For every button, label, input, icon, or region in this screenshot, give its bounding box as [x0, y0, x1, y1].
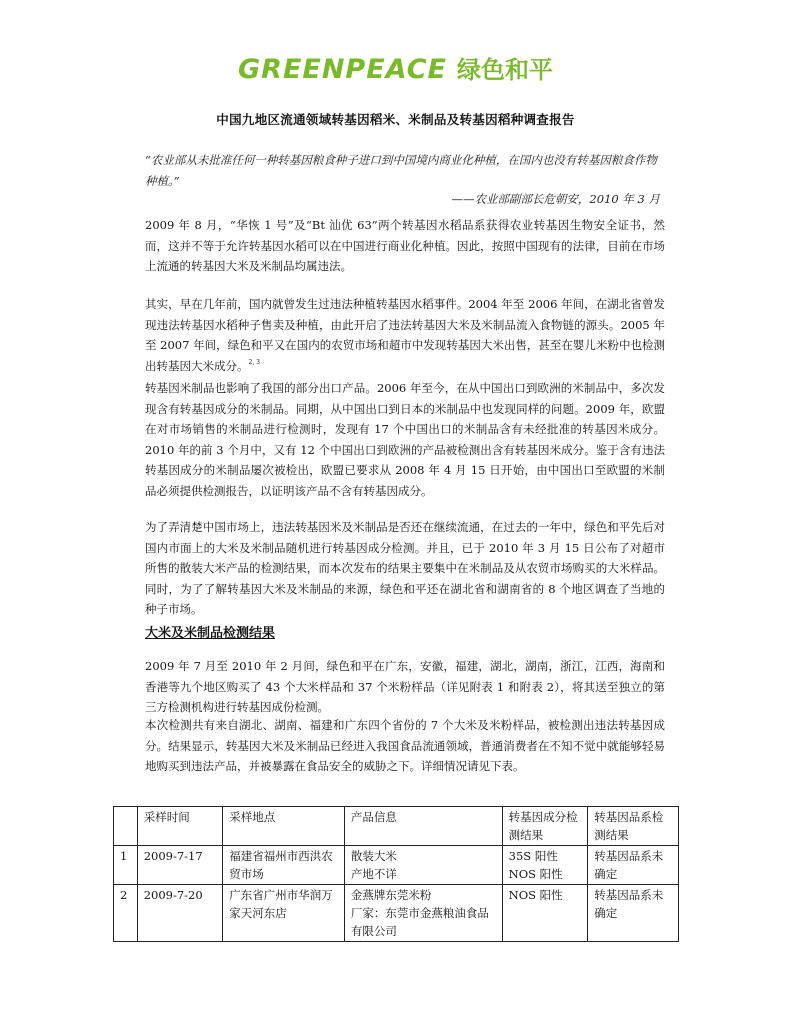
gm-component-result: [502, 885, 588, 942]
gm-component-result: [502, 846, 588, 885]
greenpeace-logo: [0, 50, 791, 85]
product-name: 金燕牌东莞米粉: [350, 888, 432, 902]
gm-strain-result: 转基因品系未确定: [588, 885, 679, 942]
table-header: 产品信息: [344, 807, 502, 846]
sample-date: 2009-7-20: [137, 885, 223, 942]
gm-result-line: NOS 阳性: [508, 888, 563, 902]
table-header: 转基因成分检测结果: [502, 807, 588, 846]
paragraph-5: 2009 年 7 月至 2010 年 2 月间，绿色和平在广东，安徽，福建，湖北，湖南，浙江，江西，海南和香港等九个地区购买了 43 个大米样品和 37 个米粉样品（详见附表 1 和附表 2），将其送至独立的第三方检测机构进行转基因成份检测。: [145, 659, 665, 714]
gm-result-line: 35S 阳性: [508, 849, 558, 863]
product-name: 散装大米: [350, 849, 397, 863]
quote-source: ——农业部副部长危朝安，2010 年 3 月: [451, 192, 660, 206]
product-manufacturer: 厂家：东莞市金燕粮油食品有限公司: [350, 906, 489, 938]
logo-text-en: GREENPEACE: [238, 54, 447, 85]
table-header: 采样地点: [223, 807, 345, 846]
report-title: 中国九地区流通领域转基因稻米、米制品及转基因稻种调查报告: [216, 112, 575, 127]
paragraph-6: 本次检测共有来自湖北、湖南、福建和广东四个省份的 7 个大米及米粉样品，被检测出违法转基因成分。结果显示，转基因大米及米制品已经进入我国食品流通领域，普通消费者在不知不觉中就能够轻易地购买到违法产品，并被暴露在食品安全的威胁之下。详细情况请见下表。: [145, 718, 665, 773]
product-info: [344, 885, 502, 942]
quote-text: “农业部从未批准任何一种转基因粮食种子进口到中国境内商业化种植，在国内也没有转基因粮食作物种植。”: [145, 153, 657, 188]
row-number: 2: [114, 885, 138, 942]
paragraph-2-text: 其实，早在几年前，国内就曾发生过违法种植转基因水稻事件。2004 年至 2006 年间，在湖北省曾发现违法转基因水稻种子售卖及种植，由此开启了违法转基因大米及米制品流入食物链的源头。2005 年至 2007 年间，绿色和平又在国内的农贸市场和超市中发现转基因大米出售，甚至在婴儿米粉中也检测出转基因大米成分。: [145, 297, 665, 373]
table-row: [114, 885, 679, 942]
logo-text-cn: 绿色和平: [457, 56, 553, 84]
table-row: [114, 846, 679, 885]
sample-date: 2009-7-17: [137, 846, 223, 885]
product-origin: 产地不详: [350, 867, 397, 881]
product-info: [344, 846, 502, 885]
paragraph-1: 2009 年 8 月，“华恢 1 号”及“Bt 汕优 63”两个转基因水稻品系获得农业转基因生物安全证书，然而，这并不等于允许转基因水稻可以在中国进行商业化种植。因此，按照中国现有的法律，目前在市场上流通的转基因大米及米制品均属违法。: [145, 218, 665, 273]
table-header: 采样时间: [137, 807, 223, 846]
footnote-ref: 2, 3: [248, 358, 260, 366]
results-table: [113, 806, 679, 942]
sample-place: 广东省广州市华润万家天河东店: [223, 885, 345, 942]
sample-place: 福建省福州市西洪农贸市场: [223, 846, 345, 885]
table-header: [114, 807, 138, 846]
row-number: 1: [114, 846, 138, 885]
gm-strain-result: 转基因品系未确定: [588, 846, 679, 885]
paragraph-2: [145, 294, 665, 376]
table-header-row: [114, 807, 679, 846]
table-header: 转基因品系检测结果: [588, 807, 679, 846]
section-heading: 大米及米制品检测结果: [145, 626, 276, 641]
gm-result-line: NOS 阳性: [508, 867, 563, 881]
paragraph-3: 转基因米制品也影响了我国的部分出口产品。2006 年至今，在从中国出口到欧洲的米制品中，多次发现含有转基因成分的米制品。同期，从中国出口到日本的米制品中也发现同样的问题。2009 年，欧盟在对市场销售的米制品进行检测时，发现有 17 个中国出口的米制品含有未经批准的转基因米成分。2010 年的前 3 个月中，又有 12 个中国出口到欧洲的产品被检测出含有转基因米成分。鉴于含有违法转基因成分的米制品屡次被检出，欧盟已要求从 2008 年 4 月 15 日开始，由中国出口至欧盟的米制品必须提供检测报告，以证明该产品不含有转基因成分。: [145, 381, 665, 498]
paragraph-4: 为了弄清楚中国市场上，违法转基因米及米制品是否还在继续流通，在过去的一年中，绿色和平先后对国内市面上的大米及米制品随机进行转基因成分检测。并且，已于 2010 年 3 月 15 日公布了对超市所售的散装大米产品的检测结果，而本次发布的结果主要集中在米制品及从农贸市场购买的大米样品。同时，为了了解转基因大米及米制品的来源，绿色和平还在湖北省和湖南省的 8 个地区调查了当地的种子市场。: [145, 520, 665, 616]
